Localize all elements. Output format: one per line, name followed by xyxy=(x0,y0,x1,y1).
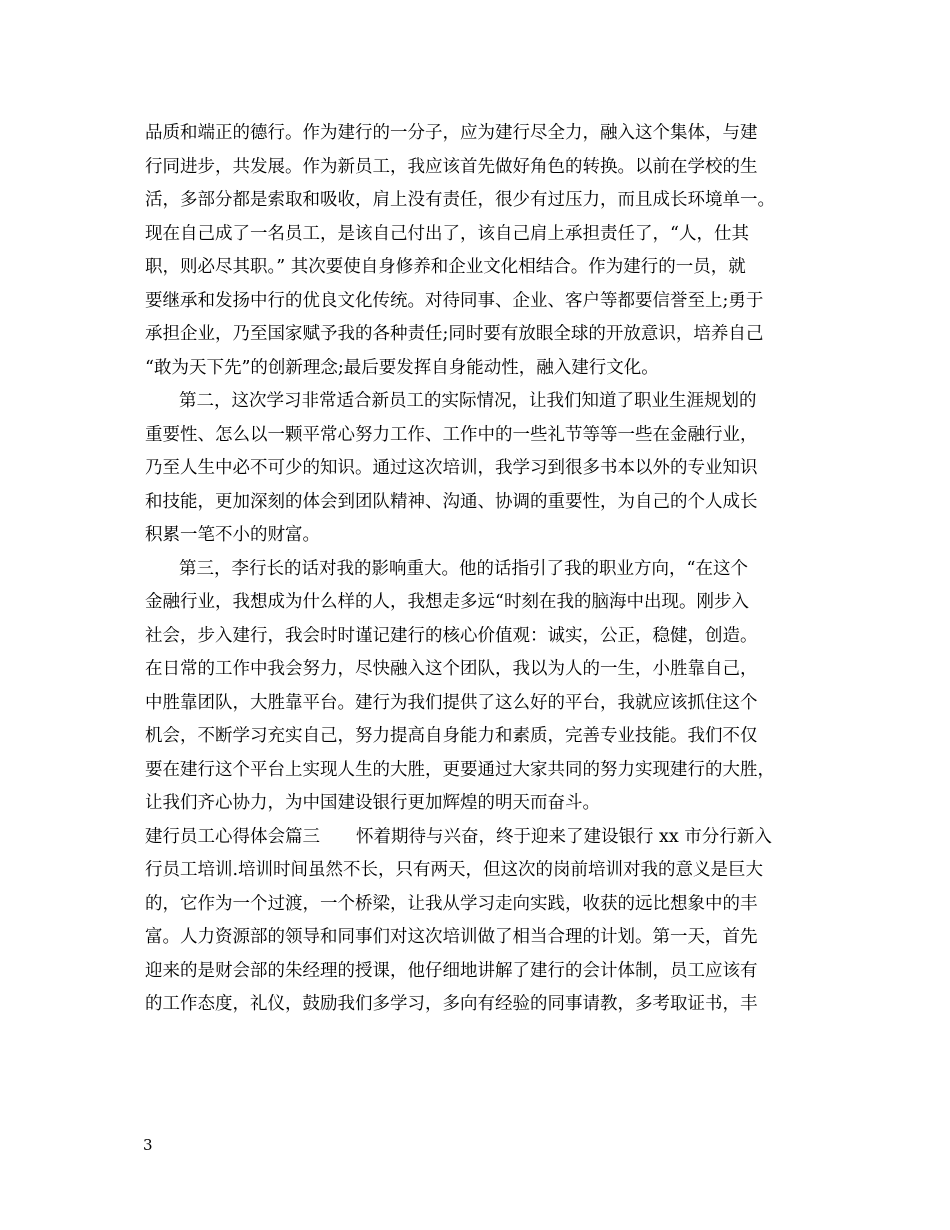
text-line: 的工作态度，礼仪，鼓励我们多学习，多向有经验的同事请教，多考取证书，丰 xyxy=(145,994,758,1014)
text-line: 现在自己成了一名员工，是该自己付出了，该自己肩上承担责任了，“人，仕其 xyxy=(145,223,749,244)
text-line: 在日常的工作中我会努力，尽快融入这个团队，我以为人的一生，小胜靠自己， xyxy=(145,659,758,679)
text-line: 中胜靠团队，大胜靠平台。建行为我们提供了这么好的平台，我就应该抓住这个 xyxy=(145,692,758,713)
text-line: 乃至人生中必不可少的知识。通过这次培训，我学习到很多书本以外的专业知识 xyxy=(145,458,758,478)
section-heading: 建行员工心得体会篇三 xyxy=(145,826,320,847)
text-line: 承担企业，乃至国家赋予我的各种责任;同时要有放眼全球的开放意识，培养自己 xyxy=(145,324,764,344)
document-body xyxy=(145,117,825,1022)
text-line: 让我们齐心协力，为中国建设银行更加辉煌的明天而奋斗。 xyxy=(145,793,600,813)
paragraph-2 xyxy=(145,385,825,553)
text-line: 第二，这次学习非常适合新员工的实际情况，让我们知道了职业生涯规划的 xyxy=(179,391,757,411)
text-line-start: 怀着期待与兴奋，终于迎来了建设银行 xx 市分行新入 xyxy=(356,826,772,847)
text-line: 要在建行这个平台上实现人生的大胜，更要通过大家共同的努力实现建行的大胜， xyxy=(145,759,775,780)
text-line: 行员工培训.培训时间虽然不长，只有两天，但这次的岗前培训对我的意义是巨大 xyxy=(145,860,764,880)
text-line: 要继承和发扬中行的优良文化传统。对待同事、企业、客户等都要信誉至上;勇于 xyxy=(145,290,764,311)
text-line: 积累一笔不小的财富。 xyxy=(145,525,320,545)
text-line: 迎来的是财会部的朱经理的授课，他仔细地讲解了建行的会计体制，员工应该有 xyxy=(145,960,758,981)
paragraph-1 xyxy=(145,117,825,385)
text-line: 第三，李行长的话对我的影响重大。他的话指引了我的职业方向，“在这个 xyxy=(179,558,748,579)
paragraph-4 xyxy=(145,821,825,1022)
section-heading-line xyxy=(145,821,825,855)
text-line: 行同进步，共发展。作为新员工，我应该首先做好角色的转换。以前在学校的生 xyxy=(145,156,758,177)
text-line: 的，它作为一个过渡，一个桥梁，让我从学习走向实践，收获的远比想象中的丰 xyxy=(145,893,758,914)
text-line: 金融行业，我想成为什么样的人，我想走多远“时刻在我的脑海中出现。刚步入 xyxy=(145,592,749,612)
text-line: 机会，不断学习充实自己，努力提高自身能力和素质，完善专业技能。我们不仅 xyxy=(145,726,758,746)
text-line: 品质和端正的德行。作为建行的一分子，应为建行尽全力，融入这个集体，与建 xyxy=(145,123,758,143)
text-line: 活，多部分都是索取和吸收，肩上没有责任，很少有过压力，而且成长环境单一。 xyxy=(145,190,775,210)
text-line: “敢为天下先”的创新理念;最后要发挥自身能动性，融入建行文化。 xyxy=(145,357,659,378)
paragraph-3 xyxy=(145,553,825,821)
heading-gap xyxy=(320,821,356,855)
page-number: 3 xyxy=(143,1136,153,1154)
text-line: 和技能，更加深刻的体会到团队精神、沟通、协调的重要性，为自己的个人成长 xyxy=(145,491,758,512)
text-line: 职，则必尽其职。” 其次要使自身修养和企业文化相结合。作为建行的一员，就 xyxy=(145,257,746,277)
text-line: 重要性、怎么以一颗平常心努力工作、工作中的一些礼节等等一些在金融行业， xyxy=(145,424,758,445)
text-line: 富。人力资源部的领导和同事们对这次培训做了相当合理的计划。第一天，首先 xyxy=(145,927,758,947)
text-line: 社会，步入建行，我会时时谨记建行的核心价值观：诚实，公正，稳健，创造。 xyxy=(145,625,758,646)
